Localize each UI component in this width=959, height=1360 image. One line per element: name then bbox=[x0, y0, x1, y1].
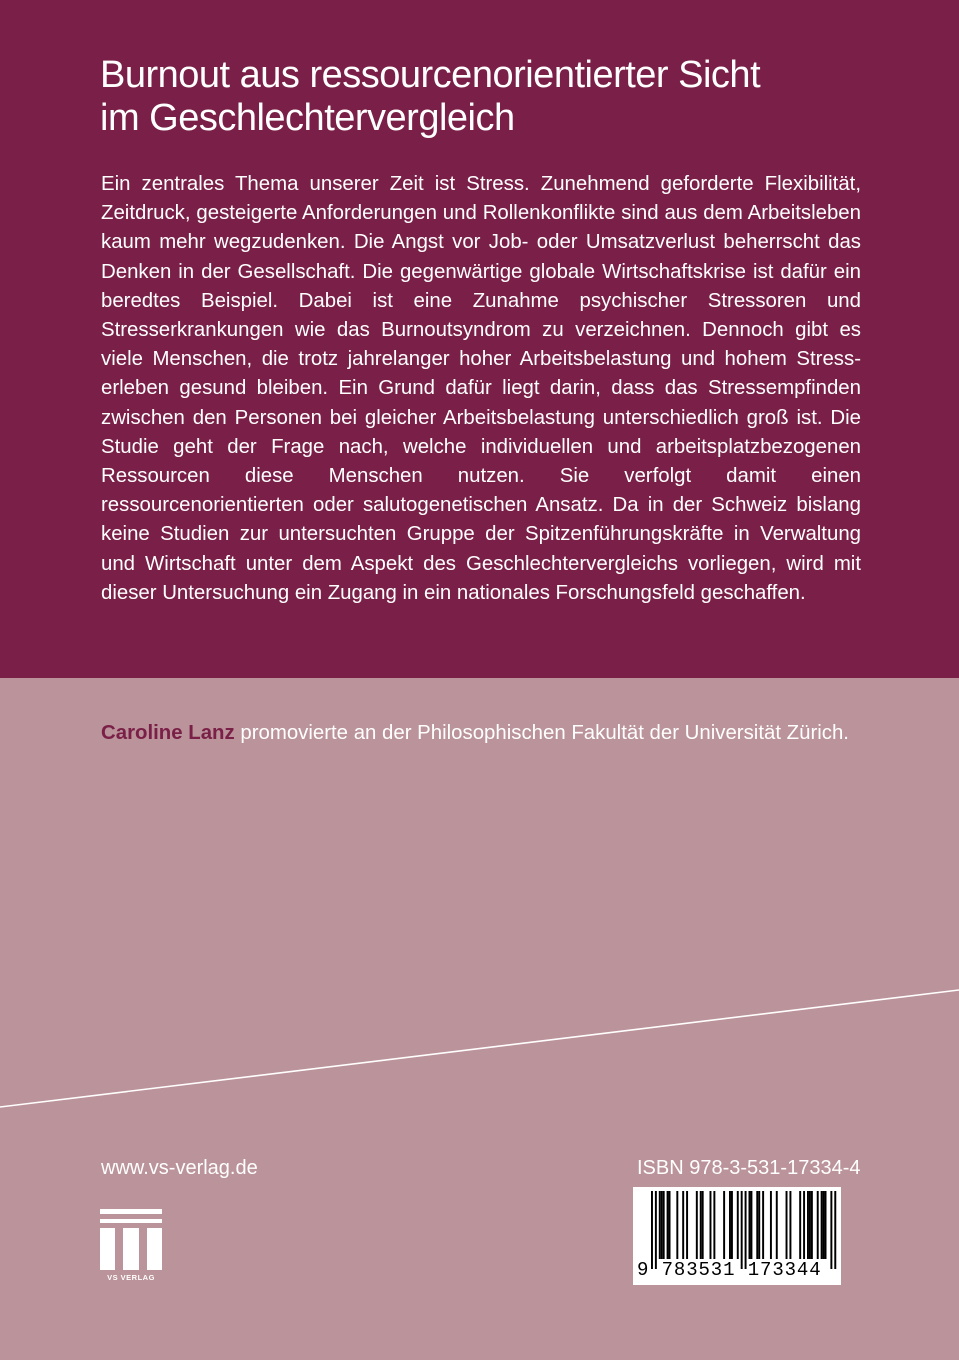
barcode-bar bbox=[723, 1191, 725, 1259]
barcode-bar bbox=[799, 1191, 801, 1259]
barcode-bar bbox=[676, 1191, 678, 1259]
logo-pillar bbox=[100, 1228, 115, 1270]
barcode-digits: 9 783531 173344 bbox=[637, 1259, 822, 1281]
barcode-bar bbox=[682, 1191, 684, 1259]
barcode-bar bbox=[803, 1191, 805, 1259]
barcode-bar bbox=[710, 1191, 712, 1259]
barcode-bar bbox=[789, 1191, 791, 1259]
barcode-bar bbox=[745, 1191, 747, 1269]
ean-barcode bbox=[633, 1187, 841, 1285]
barcode-bar bbox=[811, 1191, 813, 1259]
logo-top-bars bbox=[100, 1209, 162, 1223]
barcode-bar bbox=[702, 1191, 704, 1259]
isbn-text: ISBN 978-3-531-17334-4 bbox=[637, 1157, 861, 1179]
author-bio: promovierte an der Philosophischen Fakultät der Universität Zürich. bbox=[234, 722, 849, 744]
barcode-bar bbox=[661, 1191, 663, 1259]
barcode-bar bbox=[655, 1191, 657, 1269]
barcode-bar bbox=[756, 1191, 758, 1259]
barcode-bar bbox=[823, 1191, 825, 1259]
barcode-bar bbox=[758, 1191, 760, 1259]
barcode-bar bbox=[776, 1191, 778, 1259]
barcode-bar bbox=[737, 1191, 739, 1259]
barcode-bar bbox=[786, 1191, 788, 1259]
barcode-bar bbox=[663, 1191, 665, 1259]
barcode-bar bbox=[749, 1191, 751, 1259]
barcode-bar bbox=[770, 1191, 772, 1259]
barcode-bar bbox=[713, 1191, 715, 1259]
barcode-bar bbox=[729, 1191, 731, 1259]
barcode-bar bbox=[700, 1191, 702, 1259]
vs-verlag-logo bbox=[100, 1209, 162, 1283]
barcode-bar bbox=[667, 1191, 669, 1259]
barcode-bar bbox=[807, 1191, 809, 1259]
barcode-bar bbox=[830, 1191, 832, 1269]
book-blurb: Ein zentrales Thema unserer Zeit ist Stress. Zunehmend geforderte Flexibilität, Zeitdruck, gesteigerte Anforderungen und Rollenkonflikte sind aus dem Arbeitsleben kaum mehr wegzudenken. Die Angst vor Job- oder Umsatzverlust beherrscht das Denken in der Gesellschaft. Die gegenwärtige globale Wirtschaftskrise ist dafür ein beredtes Beispiel. Dabei ist eine Zunahme psychischer Stressoren und Stresserkrankungen wie das Burnoutsyndrom zu verzeichnen. Dennoch gibt es viele Menschen, die trotz jahrelanger hoher Arbeitsbelastung und hohem Stresserleben gesund bleiben. Ein Grund dafür liegt darin, dass das Stressempfinden zwischen den Personen bei gleicher Arbeitsbelastung unterschiedlich groß ist. Die Studie geht der Frage nach, welche individuellen und arbeitsplatzbezogenen Ressourcen diese Menschen nutzen. Sie verfolgt damit einen ressourcenorientierten oder salutogenetischen Ansatz. Da in der Schweiz bislang keine Studien zur untersuchten Gruppe der Spitzenführungskräfte in Verwaltung und Wirtschaft unter dem Aspekt des Geschlechtervergleichs vorliegen, wird mit dieser Untersuchung ein Zugang in ein nationales Forschungsfeld geschaffen. bbox=[101, 173, 861, 604]
barcode-bar bbox=[821, 1191, 823, 1259]
barcode-bar bbox=[669, 1191, 671, 1259]
barcode-bar bbox=[762, 1191, 764, 1259]
barcode-bar bbox=[834, 1191, 836, 1269]
barcode-bar bbox=[659, 1191, 661, 1259]
publisher-url[interactable]: www.vs-verlag.de bbox=[101, 1157, 258, 1179]
barcode-bar bbox=[686, 1191, 688, 1259]
barcode-bar bbox=[809, 1191, 811, 1259]
author-name: Caroline Lanz bbox=[101, 722, 235, 744]
logo-label: VS VERLAG bbox=[107, 1273, 155, 1282]
barcode-bar bbox=[651, 1191, 653, 1269]
barcode-bar bbox=[741, 1191, 743, 1269]
logo-pillar bbox=[123, 1228, 139, 1270]
barcode-bar bbox=[731, 1191, 733, 1259]
barcode-bar bbox=[750, 1191, 752, 1259]
barcode-bar bbox=[817, 1191, 819, 1259]
barcode-bar bbox=[696, 1191, 698, 1259]
book-title: Burnout aus ressourcenorientierter Sicht im Geschlechtervergleich bbox=[100, 54, 761, 139]
logo-pillar bbox=[147, 1228, 162, 1270]
barcode-bar bbox=[825, 1191, 827, 1259]
